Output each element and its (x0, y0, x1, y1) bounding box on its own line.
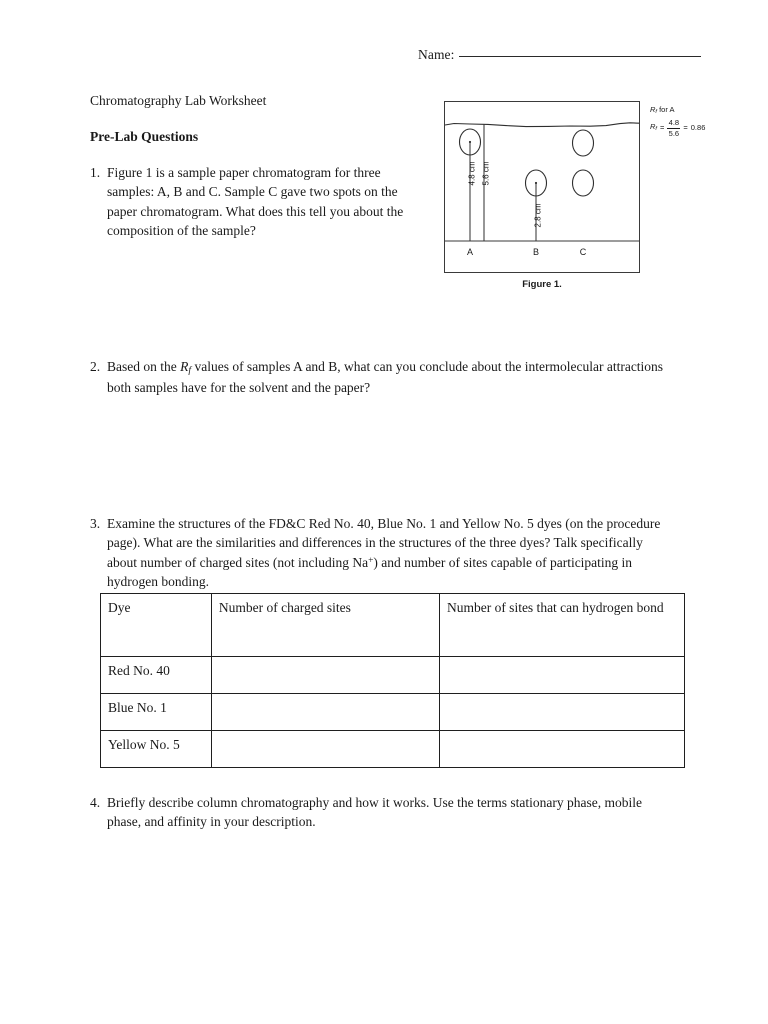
lane-label-b: B (532, 247, 539, 257)
question-3-text-part2: ) and number of sites capable of participating in hydrogen bonding. (107, 554, 633, 589)
measurement-label-2-8cm: 2.8 cm (533, 203, 543, 228)
question-2 (90, 357, 670, 397)
table-cell-dye-blue-1: Blue No. 1 (101, 694, 212, 731)
question-1-text: Figure 1 is a sample paper chromatogram for three samples: A, B and C. Sample C gave two spots on the paper chromatogram. What does this tell you about the composition of the sample? (107, 165, 404, 238)
question-4-number: 4. (90, 795, 101, 810)
rf-symbol-inline (180, 359, 192, 377)
rf-annotation (650, 105, 705, 137)
rf-heading-text: for A (656, 105, 675, 114)
question-1-number: 1. (90, 165, 101, 180)
table-cell-hbond-red-40[interactable] (439, 657, 684, 694)
table-row (101, 731, 685, 768)
spot-lane-a-center-dot (469, 141, 471, 143)
question-3-text-part1: Examine the structures of the FD&C Red No. 40, Blue No. 1 and Yellow No. 5 dyes (on the procedure page). What are the similarities and differences in the structures of the three dyes? Talk specifically about number of charged sites (not including Na (107, 516, 661, 570)
lane-label-a: A (466, 247, 473, 257)
figure-caption: Figure 1. (522, 279, 562, 290)
name-blank-rule[interactable] (459, 55, 701, 57)
rf-symbol-subscript: f (188, 365, 192, 377)
page-title: Chromatography Lab Worksheet (90, 93, 267, 108)
rf-equals-sign-1: = (659, 123, 665, 133)
rf-fraction-denominator: 5.6 (668, 128, 680, 138)
spot-lane-c-lower (573, 170, 594, 196)
table-header-dye: Dye (101, 594, 212, 657)
measurement-label-4-8cm: 4.8 cm (467, 161, 477, 186)
table-cell-dye-yellow-5: Yellow No. 5 (101, 731, 212, 768)
rf-annotation-heading (650, 105, 705, 117)
rf-equation-subscript: f (655, 126, 657, 133)
rf-equation-symbol-group (650, 122, 657, 134)
lane-label-c: C (579, 247, 587, 257)
dye-properties-table (100, 593, 685, 768)
section-heading-pre-lab: Pre-Lab Questions (90, 129, 199, 144)
rf-equation (650, 119, 705, 138)
spot-lane-c-upper (573, 130, 594, 156)
table-header-hydrogen-bond-sites: Number of sites that can hydrogen bond (439, 594, 684, 657)
rf-heading-subscript: f (655, 109, 657, 116)
question-2-text (107, 357, 670, 397)
rf-result-value: 0.86 (690, 123, 706, 133)
question-4 (90, 793, 670, 832)
table-cell-charged-red-40[interactable] (211, 657, 439, 694)
question-1 (90, 163, 415, 240)
name-label: Name: (418, 47, 455, 62)
spot-lane-b-center-dot (535, 182, 537, 184)
rf-heading-symbol: R (650, 105, 656, 114)
table-cell-charged-blue-1[interactable] (211, 694, 439, 731)
question-2-number: 2. (90, 359, 101, 374)
question-3 (90, 514, 670, 591)
question-4-text: Briefly describe column chromatography and how it works. Use the terms stationary phase, mobile phase, and affinity in your description. (107, 795, 642, 830)
table-header-row (101, 594, 685, 657)
figure-1-chromatogram (444, 101, 640, 273)
measurement-label-5-6cm: 5.6 cm (481, 161, 491, 186)
table-cell-charged-yellow-5[interactable] (211, 731, 439, 768)
rf-fraction (667, 119, 680, 138)
table-cell-hbond-blue-1[interactable] (439, 694, 684, 731)
table-row (101, 657, 685, 694)
question-3-number: 3. (90, 516, 101, 531)
table-row (101, 694, 685, 731)
solvent-front-line (445, 123, 639, 127)
table-header-charged-sites: Number of charged sites (211, 594, 439, 657)
rf-equation-symbol: R (650, 122, 656, 132)
question-2-text-after: values of samples A and B, what can you conclude about the intermolecular attractions both samples have for the solvent and the paper? (107, 359, 664, 396)
question-2-text-before: Based on the (107, 359, 181, 374)
table-cell-hbond-yellow-5[interactable] (439, 731, 684, 768)
rf-fraction-numerator: 4.8 (668, 117, 680, 127)
name-field-line (418, 47, 701, 63)
rf-equals-sign-2: = (683, 123, 688, 133)
rf-symbol-letter: R (180, 359, 189, 374)
question-3-text (107, 514, 670, 591)
table-cell-dye-red-40: Red No. 40 (101, 657, 212, 694)
sodium-charge-superscript: + (368, 555, 374, 566)
